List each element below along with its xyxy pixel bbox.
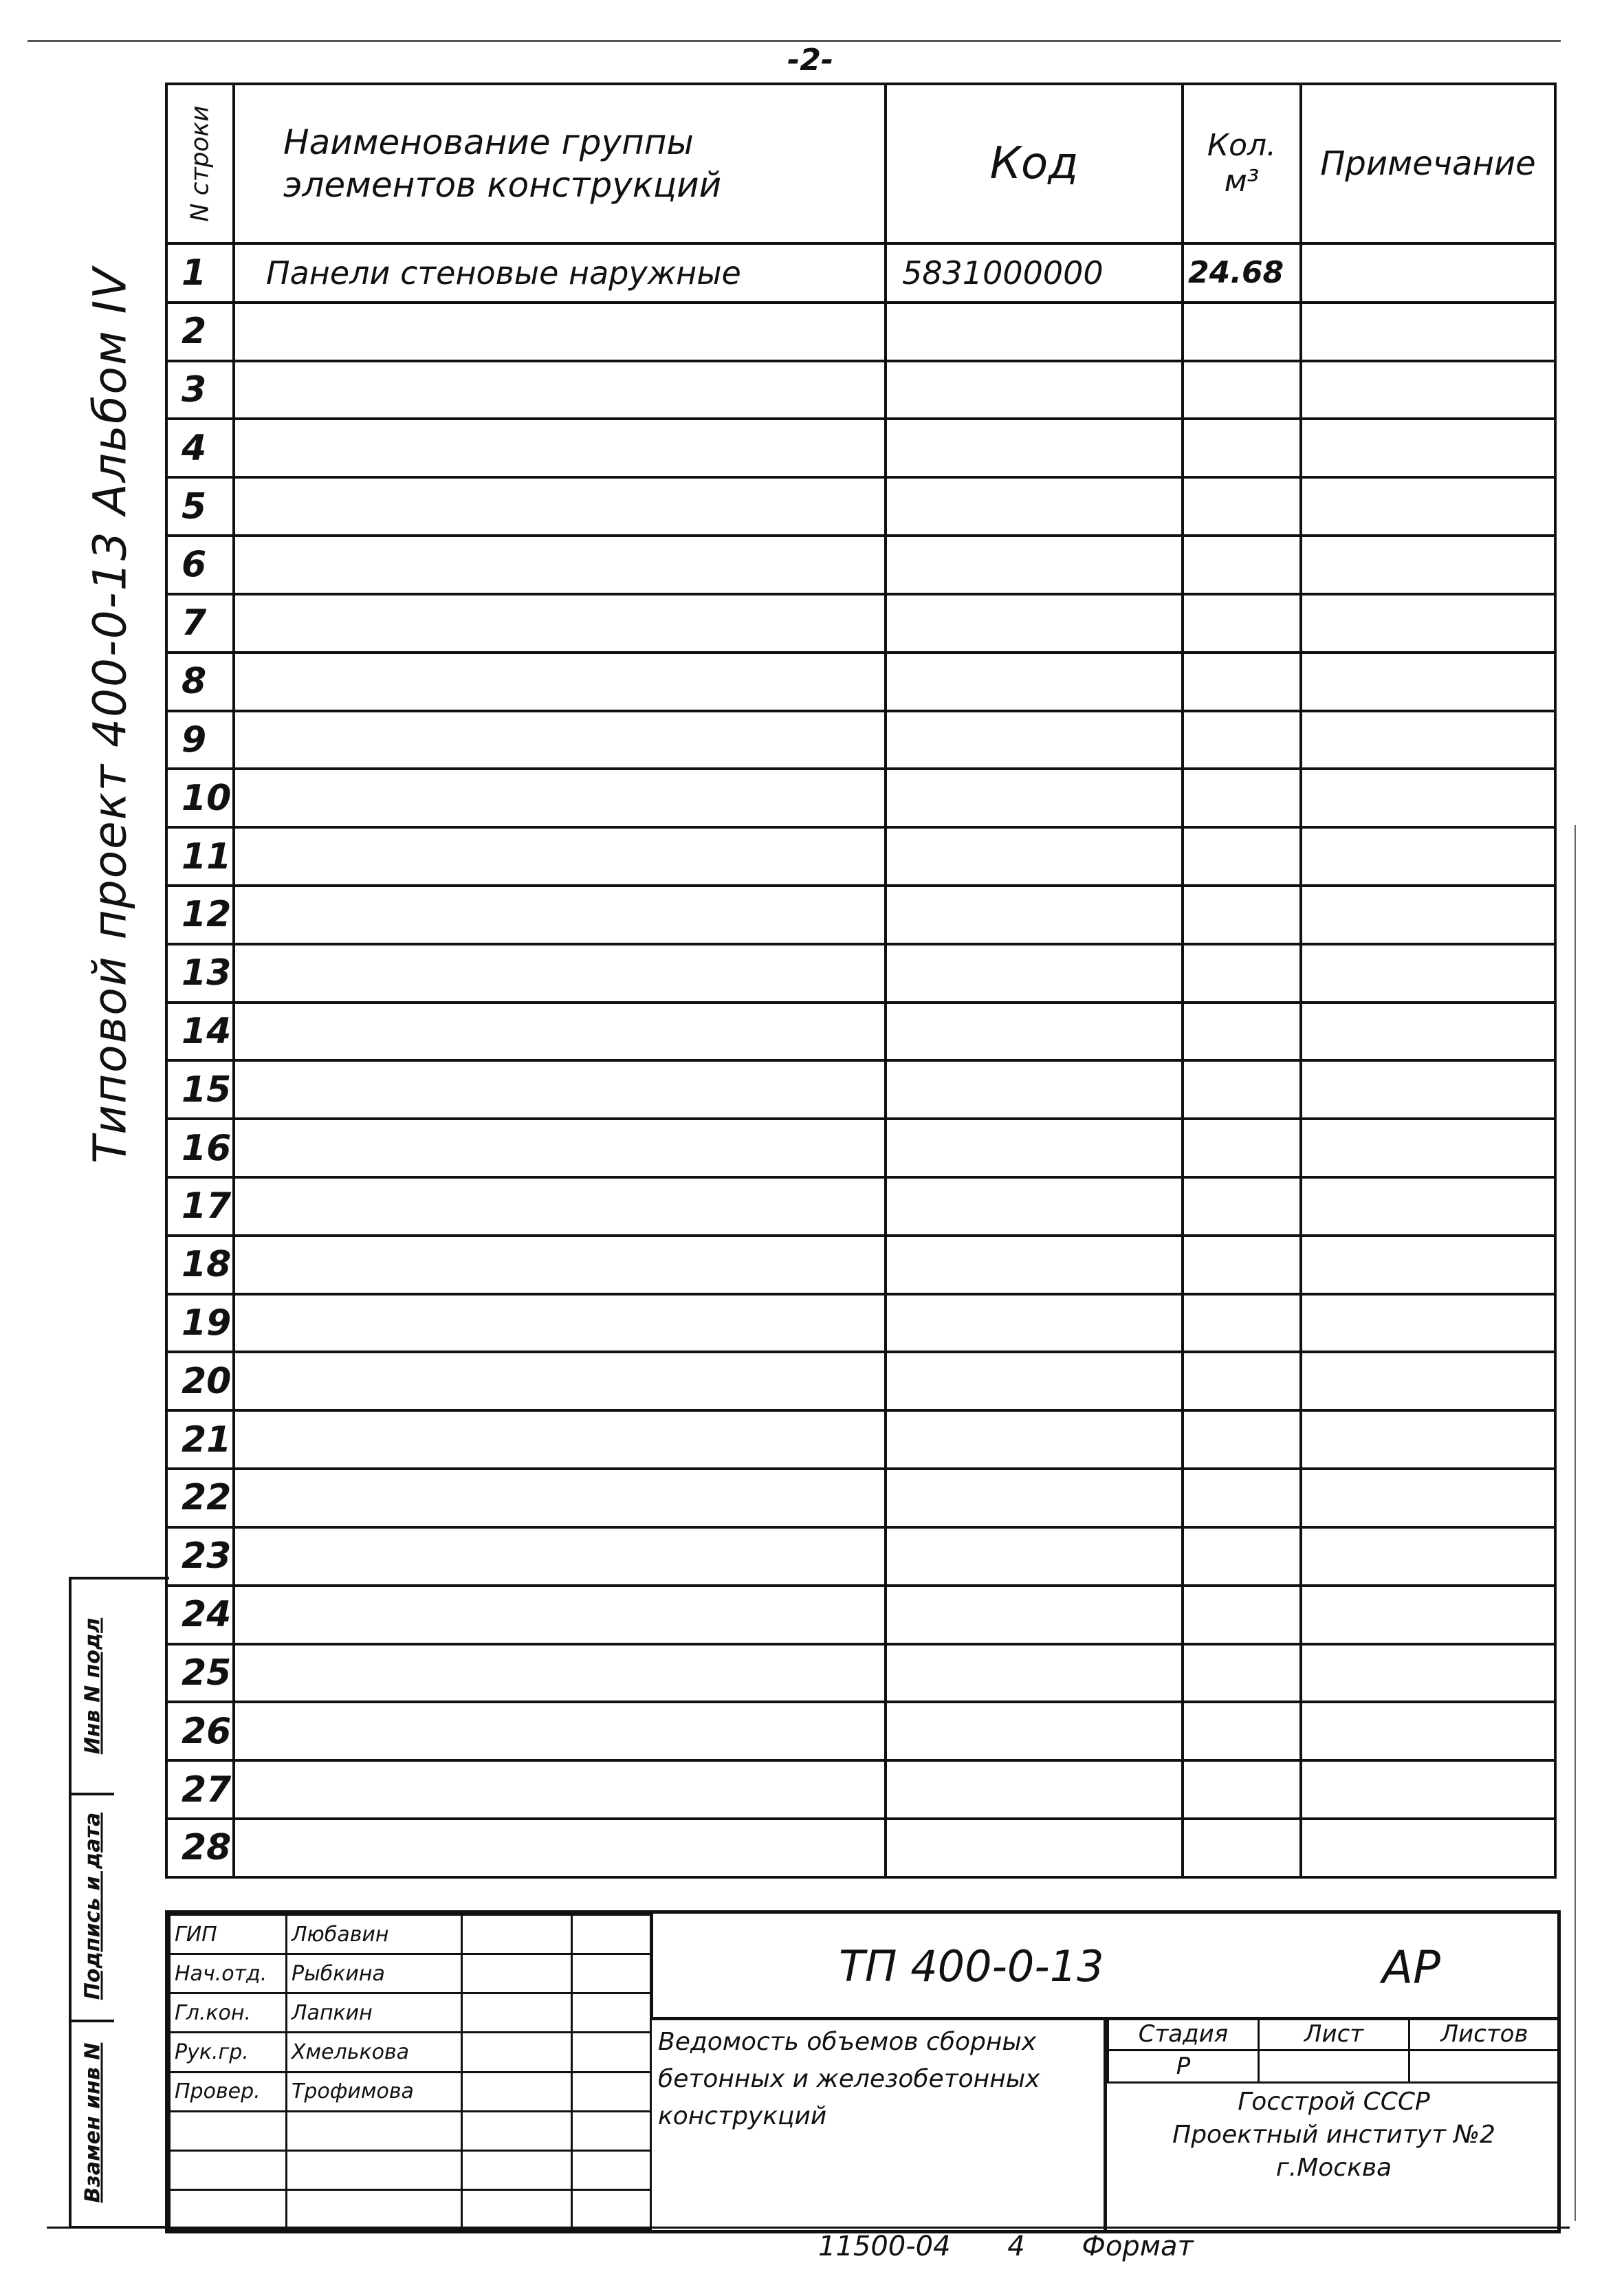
row-name (234, 361, 886, 419)
sheet-value (1259, 2051, 1409, 2083)
signature-name (287, 2150, 462, 2189)
org-line-1: Госстрой СССР (1238, 2088, 1430, 2116)
table-row (166, 419, 1555, 477)
row-qty (1183, 1352, 1301, 1410)
row-note (1301, 1410, 1555, 1469)
table-row (166, 653, 1555, 711)
table-row (166, 303, 1555, 361)
signature-role (170, 2189, 287, 2229)
row-qty (1183, 653, 1301, 711)
row-number: 19 (166, 1294, 234, 1353)
row-qty (1183, 1469, 1301, 1527)
row-note (1301, 827, 1555, 886)
table-row (166, 361, 1555, 419)
row-qty (1183, 1527, 1301, 1586)
stamp-strip-cell (72, 1793, 114, 2022)
signature-date (572, 1954, 651, 1993)
volumes-table (165, 83, 1557, 1879)
row-name (234, 1003, 886, 1061)
document-mark: АР (1382, 1941, 1440, 1994)
signature-date (572, 1915, 651, 1954)
row-qty (1183, 1410, 1301, 1469)
signature-date (572, 2189, 651, 2229)
row-number: 25 (166, 1644, 234, 1703)
row-qty (1183, 1819, 1301, 1877)
row-code (886, 361, 1183, 419)
row-name (234, 769, 886, 827)
footer-code: 11500-04 (818, 2231, 951, 2262)
stamp-strip-label: Подпись и дата (80, 1812, 105, 2000)
row-number: 2 (166, 303, 234, 361)
page-number: -2- (787, 43, 834, 78)
row-qty (1183, 1119, 1301, 1177)
table-row (166, 243, 1555, 303)
row-code (886, 1586, 1183, 1644)
table-row (166, 477, 1555, 536)
row-qty (1183, 594, 1301, 653)
row-qty (1183, 1294, 1301, 1353)
row-name (234, 1236, 886, 1294)
row-number: 12 (166, 886, 234, 944)
table-row (166, 1819, 1555, 1877)
header-code: Код (886, 84, 1183, 243)
row-code (886, 769, 1183, 827)
document-code: ТП 400-0-13 (839, 1941, 1104, 1991)
row-name (234, 536, 886, 594)
row-code (886, 827, 1183, 886)
document-code-cell (650, 1914, 1561, 2020)
row-name (234, 1527, 886, 1586)
organization (1107, 2086, 1561, 2185)
row-code (886, 1644, 1183, 1703)
row-name (234, 419, 886, 477)
row-note (1301, 1644, 1555, 1703)
row-code (886, 1819, 1183, 1877)
signature-row (170, 1954, 651, 1993)
row-number: 11 (166, 827, 234, 886)
row-note (1301, 1586, 1555, 1644)
signature-mark (462, 2150, 572, 2189)
table-row (166, 594, 1555, 653)
row-qty (1183, 1760, 1301, 1819)
row-number: 7 (166, 594, 234, 653)
row-note (1301, 1294, 1555, 1353)
row-qty: 24.68 (1183, 243, 1301, 303)
row-qty (1183, 1236, 1301, 1294)
row-number: 24 (166, 1586, 234, 1644)
table-row (166, 1060, 1555, 1119)
row-code (886, 944, 1183, 1003)
bottom-rule (47, 2227, 1570, 2229)
row-name (234, 886, 886, 944)
signature-date (572, 2033, 651, 2072)
row-qty (1183, 1003, 1301, 1061)
table-header-row (166, 84, 1555, 243)
row-code (886, 1119, 1183, 1177)
row-code (886, 1352, 1183, 1410)
row-note (1301, 1119, 1555, 1177)
row-code (886, 1060, 1183, 1119)
row-note (1301, 536, 1555, 594)
row-note (1301, 303, 1555, 361)
header-qty-line1: Кол. (1207, 128, 1277, 163)
stamp-strip-label: Взамен инв N (80, 2042, 105, 2203)
row-number: 26 (166, 1702, 234, 1760)
footer (818, 2231, 1242, 2262)
row-note (1301, 594, 1555, 653)
row-code (886, 477, 1183, 536)
row-number: 1 (166, 243, 234, 303)
signature-mark (462, 2033, 572, 2072)
header-note: Примечание (1301, 84, 1555, 243)
row-code (886, 1003, 1183, 1061)
row-name: Панели стеновые наружные (234, 243, 886, 303)
row-qty (1183, 1177, 1301, 1236)
top-rule (28, 40, 1561, 42)
org-line-2: Проектный институт №2 (1172, 2121, 1495, 2149)
stamp-strip-cell (72, 1579, 114, 1795)
signature-mark (462, 2189, 572, 2229)
header-qty-line2: м³ (1224, 164, 1260, 199)
row-qty (1183, 419, 1301, 477)
row-note (1301, 1702, 1555, 1760)
signature-mark (462, 2072, 572, 2111)
row-note (1301, 1760, 1555, 1819)
row-number: 8 (166, 653, 234, 711)
signature-name: Рыбкина (287, 1954, 462, 1993)
row-note (1301, 769, 1555, 827)
right-edge-line (1574, 825, 1576, 2221)
row-number: 27 (166, 1760, 234, 1819)
row-name (234, 1819, 886, 1877)
table-row (166, 1119, 1555, 1177)
row-qty (1183, 303, 1301, 361)
org-line-3: г.Москва (1275, 2154, 1392, 2182)
row-qty (1183, 711, 1301, 769)
row-qty (1183, 477, 1301, 536)
row-note (1301, 477, 1555, 536)
header-row-no: N строки (166, 84, 234, 243)
stamp-strip-label: Инв N подл (80, 1617, 105, 1755)
signature-mark (462, 1954, 572, 1993)
signature-role: ГИП (170, 1915, 287, 1954)
row-number: 17 (166, 1177, 234, 1236)
table-row (166, 1527, 1555, 1586)
signature-name: Лапкин (287, 1993, 462, 2033)
signature-name: Хмелькова (287, 2033, 462, 2072)
table-row (166, 1586, 1555, 1644)
stage-sheet-table (1107, 2017, 1561, 2084)
row-name (234, 477, 886, 536)
table-row (166, 1760, 1555, 1819)
row-name (234, 1177, 886, 1236)
signature-date (572, 2150, 651, 2189)
table-row (166, 711, 1555, 769)
signature-row (170, 2033, 651, 2072)
row-note (1301, 419, 1555, 477)
signature-row (170, 2072, 651, 2111)
row-name (234, 1352, 886, 1410)
signature-role (170, 2111, 287, 2150)
row-number: 6 (166, 536, 234, 594)
row-code (886, 1469, 1183, 1527)
row-note (1301, 1003, 1555, 1061)
table-row (166, 1410, 1555, 1469)
signature-row (170, 2111, 651, 2150)
row-number: 16 (166, 1119, 234, 1177)
row-code (886, 594, 1183, 653)
row-name (234, 1644, 886, 1703)
stage-value: Р (1108, 2051, 1259, 2083)
row-code (886, 1527, 1183, 1586)
footer-sheet: 4 (1007, 2231, 1025, 2262)
table-row (166, 886, 1555, 944)
row-number: 28 (166, 1819, 234, 1877)
row-number: 5 (166, 477, 234, 536)
sheets-label: Листов (1409, 2018, 1560, 2051)
row-code (886, 711, 1183, 769)
row-name (234, 711, 886, 769)
row-name (234, 1702, 886, 1760)
row-code (886, 536, 1183, 594)
signature-role: Гл.кон. (170, 1993, 287, 2033)
table-row (166, 944, 1555, 1003)
row-note (1301, 653, 1555, 711)
row-code: 5831000000 (886, 243, 1183, 303)
row-number: 14 (166, 1003, 234, 1061)
row-note (1301, 711, 1555, 769)
header-name (234, 84, 886, 243)
row-number: 13 (166, 944, 234, 1003)
signature-mark (462, 1993, 572, 2033)
sheet-label: Лист (1259, 2018, 1409, 2051)
row-note (1301, 944, 1555, 1003)
stage-label: Стадия (1108, 2018, 1259, 2051)
row-note (1301, 886, 1555, 944)
row-name (234, 1119, 886, 1177)
row-note (1301, 1352, 1555, 1410)
header-qty (1183, 84, 1301, 243)
row-qty (1183, 769, 1301, 827)
row-name (234, 303, 886, 361)
signature-name: Трофимова (287, 2072, 462, 2111)
approval-stamp-strip (69, 1577, 169, 2229)
row-code (886, 303, 1183, 361)
row-name (234, 1760, 886, 1819)
row-note (1301, 1469, 1555, 1527)
row-name (234, 1586, 886, 1644)
signature-role: Рук.гр. (170, 2033, 287, 2072)
signature-name (287, 2189, 462, 2229)
row-note (1301, 361, 1555, 419)
signature-row (170, 2189, 651, 2229)
row-qty (1183, 827, 1301, 886)
row-number: 15 (166, 1060, 234, 1119)
row-note (1301, 243, 1555, 303)
row-code (886, 1760, 1183, 1819)
stage-sheet-box (1104, 2017, 1561, 2230)
signature-date (572, 1993, 651, 2033)
row-code (886, 653, 1183, 711)
row-name (234, 944, 886, 1003)
table-row (166, 827, 1555, 886)
row-number: 23 (166, 1527, 234, 1586)
table-row (166, 1352, 1555, 1410)
signature-role: Нач.отд. (170, 1954, 287, 1993)
signature-row (170, 1915, 651, 1954)
row-note (1301, 1819, 1555, 1877)
signature-date (572, 2111, 651, 2150)
row-name (234, 653, 886, 711)
row-qty (1183, 1060, 1301, 1119)
table-row (166, 769, 1555, 827)
row-number: 9 (166, 711, 234, 769)
signature-role (170, 2150, 287, 2189)
row-name (234, 1410, 886, 1469)
stamp-strip-cell (72, 2020, 114, 2229)
row-note (1301, 1527, 1555, 1586)
row-name (234, 594, 886, 653)
row-qty (1183, 886, 1301, 944)
signatures-table (168, 1914, 652, 2230)
row-number: 21 (166, 1410, 234, 1469)
title-block (165, 1910, 1561, 2233)
row-note (1301, 1177, 1555, 1236)
row-note (1301, 1236, 1555, 1294)
signature-mark (462, 1915, 572, 1954)
row-code (886, 1410, 1183, 1469)
row-name (234, 827, 886, 886)
table-row (166, 1644, 1555, 1703)
signature-name: Любавин (287, 1915, 462, 1954)
header-name-line2: элементов конструкций (283, 165, 722, 205)
table-row (166, 536, 1555, 594)
row-code (886, 886, 1183, 944)
signature-row (170, 1993, 651, 2033)
row-qty (1183, 1644, 1301, 1703)
row-number: 3 (166, 361, 234, 419)
row-name (234, 1469, 886, 1527)
row-qty (1183, 944, 1301, 1003)
row-qty (1183, 536, 1301, 594)
row-code (886, 1236, 1183, 1294)
sheets-value (1409, 2051, 1560, 2083)
table-row (166, 1003, 1555, 1061)
row-code (886, 419, 1183, 477)
signature-date (572, 2072, 651, 2111)
row-number: 10 (166, 769, 234, 827)
table-body (166, 243, 1555, 1877)
signature-mark (462, 2111, 572, 2150)
row-qty (1183, 1702, 1301, 1760)
row-qty (1183, 361, 1301, 419)
signature-name (287, 2111, 462, 2150)
header-name-line1: Наименование группы (283, 122, 694, 162)
row-name (234, 1294, 886, 1353)
row-number: 20 (166, 1352, 234, 1410)
row-qty (1183, 1586, 1301, 1644)
footer-format: Формат (1082, 2231, 1194, 2262)
table-row (166, 1236, 1555, 1294)
table-row (166, 1469, 1555, 1527)
row-note (1301, 1060, 1555, 1119)
row-code (886, 1177, 1183, 1236)
document-title: Ведомость объемов сборных бетонных и железобетонных конструкций (658, 2028, 1040, 2130)
table-row (166, 1177, 1555, 1236)
row-code (886, 1702, 1183, 1760)
table-row (166, 1702, 1555, 1760)
row-number: 4 (166, 419, 234, 477)
row-number: 22 (166, 1469, 234, 1527)
row-code (886, 1294, 1183, 1353)
table-row (166, 1294, 1555, 1353)
signature-row (170, 2150, 651, 2189)
row-name (234, 1060, 886, 1119)
row-number: 18 (166, 1236, 234, 1294)
side-title: Типовой проект 400-0-13 Альбом IV (83, 266, 137, 1164)
signature-role: Провер. (170, 2072, 287, 2111)
